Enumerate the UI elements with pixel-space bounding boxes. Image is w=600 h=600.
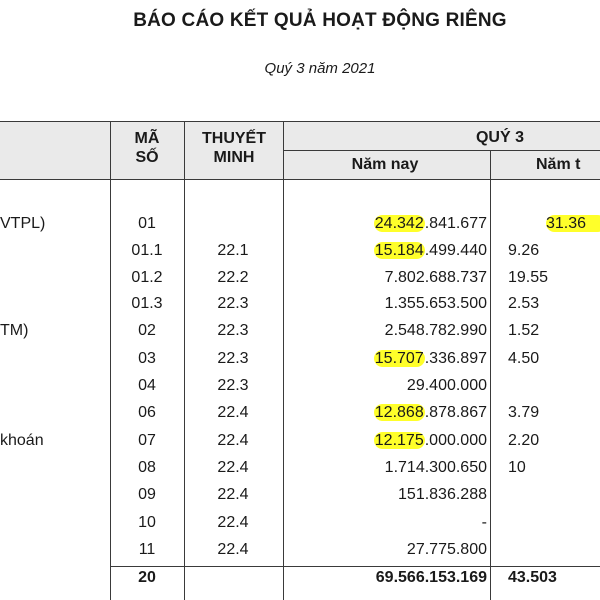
row-value-previous-text: 9.26 [508, 242, 540, 259]
report-title: BÁO CÁO KẾT QUẢ HOẠT ĐỘNG RIÊNG [133, 10, 507, 31]
row-value-digits: .878.867 [424, 404, 487, 421]
row-value-current [385, 458, 487, 478]
row-code: 03 [138, 350, 156, 367]
row-label: TM) [0, 322, 29, 339]
row-value-current [385, 321, 487, 341]
rule-header-bottom [0, 179, 600, 180]
table-row [0, 376, 600, 398]
rule-top [0, 121, 600, 122]
row-value-digits: .499.440 [424, 242, 487, 259]
row-value-previous [508, 241, 539, 261]
row-value-previous-text: 2.53 [508, 295, 540, 312]
row-value-digits: 7.802.688.737 [384, 269, 487, 286]
table-row [0, 431, 600, 453]
row-value-digits: 69.566.153.169 [375, 569, 487, 586]
header-nam-truoc: Năm t [536, 156, 581, 173]
row-value-current [374, 214, 487, 234]
row-value-digits: 29.400.000 [406, 377, 487, 394]
row-value-current [385, 294, 487, 314]
row-note: 22.3 [217, 322, 249, 339]
header-thuyet-minh [184, 129, 284, 167]
row-code: 01.1 [131, 242, 163, 259]
row-code: 01.3 [131, 295, 163, 312]
header-ma-so-line1: MÃ [134, 130, 160, 147]
row-label: khoán [0, 432, 44, 449]
row-value-previous-text: 19.55 [508, 269, 549, 286]
row-value-previous [508, 349, 539, 369]
header-quy: QUÝ 3 [475, 129, 524, 146]
row-value-previous [508, 294, 539, 314]
row-value-previous [508, 321, 539, 341]
highlight-mark: 12.868 [374, 404, 424, 421]
row-note: 22.3 [217, 377, 249, 394]
table-row [0, 321, 600, 343]
row-value-previous [508, 568, 557, 588]
row-value-previous-text: 2.20 [508, 432, 540, 449]
table-row [0, 349, 600, 371]
table-row [0, 540, 600, 562]
row-value-current [376, 568, 487, 588]
table-row [0, 458, 600, 480]
row-value-previous [508, 268, 548, 288]
row-code: 11 [138, 541, 156, 558]
row-value-previous [508, 403, 539, 423]
row-note: 22.4 [217, 541, 249, 558]
row-value-current [407, 376, 487, 396]
row-code: 07 [138, 432, 156, 449]
row-code: 20 [138, 569, 156, 586]
row-note: 22.3 [217, 350, 249, 367]
row-value-current [374, 349, 487, 369]
header-thuyet-minh-line2: MINH [213, 149, 255, 166]
row-value-digits: 1.355.653.500 [384, 295, 487, 312]
row-note: 22.4 [217, 514, 249, 531]
row-value-digits: .841.677 [424, 215, 487, 232]
row-value-previous-text: 4.50 [508, 350, 540, 367]
row-note: 22.2 [217, 269, 249, 286]
row-value-current [374, 431, 487, 451]
row-value-current [482, 513, 487, 533]
row-value-current [374, 403, 487, 423]
row-value-previous-text: 43.503 [508, 569, 557, 586]
row-value-current [398, 485, 487, 505]
row-value-previous-text: 3.79 [508, 404, 540, 421]
row-value-digits: 151.836.288 [398, 486, 487, 503]
highlight-mark: 12.175 [374, 432, 424, 449]
row-code: 01.2 [131, 269, 163, 286]
table-row [0, 294, 600, 316]
row-code: 01 [138, 215, 156, 232]
header-ma-so [112, 129, 182, 167]
row-value-previous [546, 214, 600, 234]
row-value-previous [508, 431, 539, 451]
row-value-previous [508, 458, 526, 478]
row-code: 04 [138, 377, 156, 394]
highlight-mark: 24.342 [374, 215, 424, 232]
row-code: 10 [138, 514, 156, 531]
row-code: 02 [138, 322, 156, 339]
row-code: 06 [138, 404, 156, 421]
table-row [0, 403, 600, 425]
row-value-current [374, 241, 487, 261]
row-code: 09 [138, 486, 156, 503]
row-value-previous-text: 1.52 [508, 322, 540, 339]
row-value-digits: .336.897 [424, 350, 487, 367]
table-row [0, 568, 600, 590]
highlight-mark: 15.707 [374, 350, 424, 367]
table-row [0, 268, 600, 290]
row-value-digits: - [481, 514, 487, 531]
row-value-digits: 2.548.782.990 [384, 322, 487, 339]
table-row [0, 513, 600, 535]
table-row [0, 485, 600, 507]
row-note: 22.4 [217, 486, 249, 503]
row-note: 22.3 [217, 295, 249, 312]
row-value-previous-text: 10 [508, 459, 526, 476]
highlight-mark: 31.36 [546, 215, 600, 232]
row-note: 22.4 [217, 432, 249, 449]
row-code: 08 [138, 459, 156, 476]
table-row [0, 214, 600, 236]
row-label: VTPL) [0, 215, 46, 232]
header-thuyet-minh-line1: THUYẾT [202, 130, 266, 147]
row-note: 22.4 [217, 404, 249, 421]
report-subtitle: Quý 3 năm 2021 [264, 60, 376, 77]
row-note: 22.1 [217, 242, 249, 259]
header-ma-so-line2: SỐ [135, 149, 159, 166]
highlight-mark: 15.184 [374, 242, 424, 259]
row-value-current [385, 268, 487, 288]
table-row [0, 241, 600, 263]
row-note: 22.4 [217, 459, 249, 476]
rule-quy-sub [283, 150, 600, 151]
row-value-digits: 1.714.300.650 [384, 459, 487, 476]
header-nam-nay: Năm nay [351, 156, 419, 173]
row-value-current [407, 540, 487, 560]
row-value-digits: .000.000 [424, 432, 487, 449]
row-value-digits: 27.775.800 [406, 541, 487, 558]
